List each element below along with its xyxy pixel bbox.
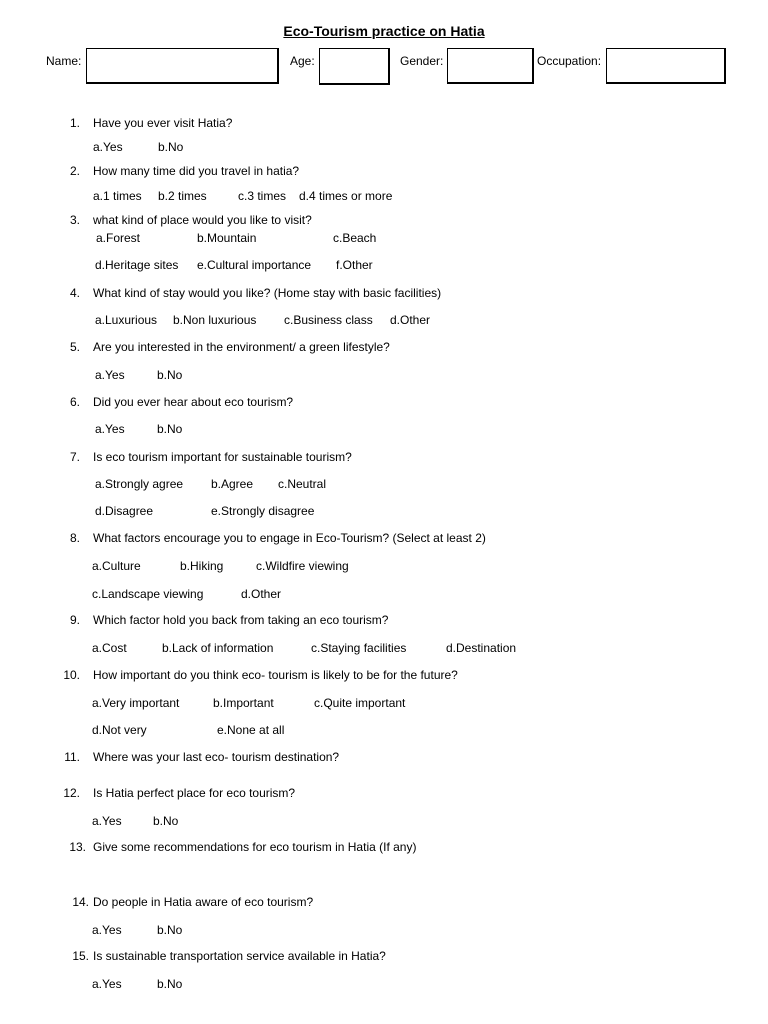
option[interactable]: b.No [158, 140, 184, 154]
question-number: 7. [69, 450, 80, 464]
option[interactable]: d.Destination [446, 641, 517, 655]
option[interactable]: a.Strongly agree [95, 477, 184, 491]
option[interactable]: a.Yes [95, 368, 125, 382]
question-text: What kind of stay would you like? (Home stay with basic facilities) [93, 286, 442, 300]
question-number: 9. [69, 613, 80, 627]
option[interactable]: b.No [157, 977, 183, 991]
question-text: How many time did you travel in hatia? [93, 164, 300, 178]
option[interactable]: e.Cultural importance [197, 258, 312, 272]
option[interactable]: a.Cost [92, 641, 127, 655]
option[interactable]: c.Landscape viewing [92, 587, 204, 601]
question-text: Is Hatia perfect place for eco tourism? [93, 786, 296, 800]
option[interactable]: c.Staying facilities [311, 641, 407, 655]
question-number: 11. [64, 750, 80, 764]
question-number: 10. [63, 668, 80, 682]
option[interactable]: d.Heritage sites [95, 258, 179, 272]
option[interactable]: b.Agree [211, 477, 254, 491]
option[interactable]: f.Other [336, 258, 373, 272]
option[interactable]: d.Other [390, 313, 431, 327]
option[interactable]: b.No [157, 422, 183, 436]
question-text: Is eco tourism important for sustainable tourism? [93, 450, 352, 464]
option[interactable]: b.No [157, 368, 183, 382]
question-number: 15. [72, 949, 89, 963]
option[interactable]: b.No [153, 814, 179, 828]
option[interactable]: b.Non luxurious [173, 313, 257, 327]
option[interactable]: a.Culture [92, 559, 141, 573]
occupation-field[interactable] [606, 48, 726, 84]
question-number: 1. [69, 116, 80, 130]
option[interactable]: b.Lack of information [162, 641, 274, 655]
question-text: Did you ever hear about eco tourism? [93, 395, 294, 409]
question-number: 5. [69, 340, 80, 354]
option[interactable]: e.None at all [217, 723, 285, 737]
option[interactable]: d.Other [241, 587, 282, 601]
option[interactable]: b.Hiking [180, 559, 224, 573]
question-text: How important do you think eco- tourism is likely to be for the future? [93, 668, 458, 682]
option[interactable]: a.Yes [92, 977, 122, 991]
occupation-label: Occupation: [537, 54, 602, 68]
option[interactable]: b.2 times [158, 189, 207, 203]
question-number: 6. [69, 395, 80, 409]
question-text: Give some recommendations for eco tourism in Hatia (If any) [93, 840, 417, 854]
option[interactable]: d.4 times or more [299, 189, 393, 203]
option[interactable]: c.Wildfire viewing [256, 559, 349, 573]
option[interactable]: a.Luxurious [95, 313, 158, 327]
question-number: 14. [72, 895, 89, 909]
question-text: Do people in Hatia aware of eco tourism? [93, 895, 314, 909]
question-number: 4. [69, 286, 80, 300]
option[interactable]: d.Disagree [95, 504, 154, 518]
page-title: Eco-Tourism practice on Hatia [283, 23, 485, 39]
option[interactable]: c.3 times [238, 189, 287, 203]
question-text: Where was your last eco- tourism destination? [93, 750, 340, 764]
question-number: 13. [69, 840, 86, 854]
question-text: Which factor hold you back from taking an eco tourism? [93, 613, 389, 627]
age-field[interactable] [319, 48, 390, 85]
option[interactable]: a.Forest [96, 231, 141, 245]
option[interactable]: e.Strongly disagree [211, 504, 315, 518]
gender-field[interactable] [447, 48, 534, 84]
option[interactable]: c.Neutral [278, 477, 327, 491]
name-field[interactable] [86, 48, 279, 84]
option[interactable]: b.No [157, 923, 183, 937]
option[interactable]: c.Quite important [314, 696, 406, 710]
option[interactable]: a.Yes [95, 422, 125, 436]
question-text: Is sustainable transportation service available in Hatia? [93, 949, 386, 963]
option[interactable]: b.Mountain [197, 231, 257, 245]
option[interactable]: b.Important [213, 696, 274, 710]
option[interactable]: a.Yes [92, 814, 122, 828]
question-text: What factors encourage you to engage in Eco-Tourism? (Select at least 2) [93, 531, 486, 545]
question-number: 8. [69, 531, 80, 545]
question-number: 2. [69, 164, 80, 178]
question-number: 3. [69, 213, 80, 227]
question-text: Are you interested in the environment/ a green lifestyle? [93, 340, 390, 354]
option[interactable]: a.Yes [93, 140, 123, 154]
option[interactable]: d.Not very [92, 723, 147, 737]
question-number: 12. [63, 786, 80, 800]
option[interactable]: c.Business class [284, 313, 373, 327]
name-label: Name: [46, 54, 82, 68]
option[interactable]: c.Beach [333, 231, 377, 245]
option[interactable]: a.1 times [93, 189, 142, 203]
question-text: Have you ever visit Hatia? [93, 116, 233, 130]
gender-label: Gender: [400, 54, 444, 68]
question-text: what kind of place would you like to visit? [93, 213, 312, 227]
option[interactable]: a.Very important [92, 696, 180, 710]
option[interactable]: a.Yes [92, 923, 122, 937]
age-label: Age: [290, 54, 315, 68]
